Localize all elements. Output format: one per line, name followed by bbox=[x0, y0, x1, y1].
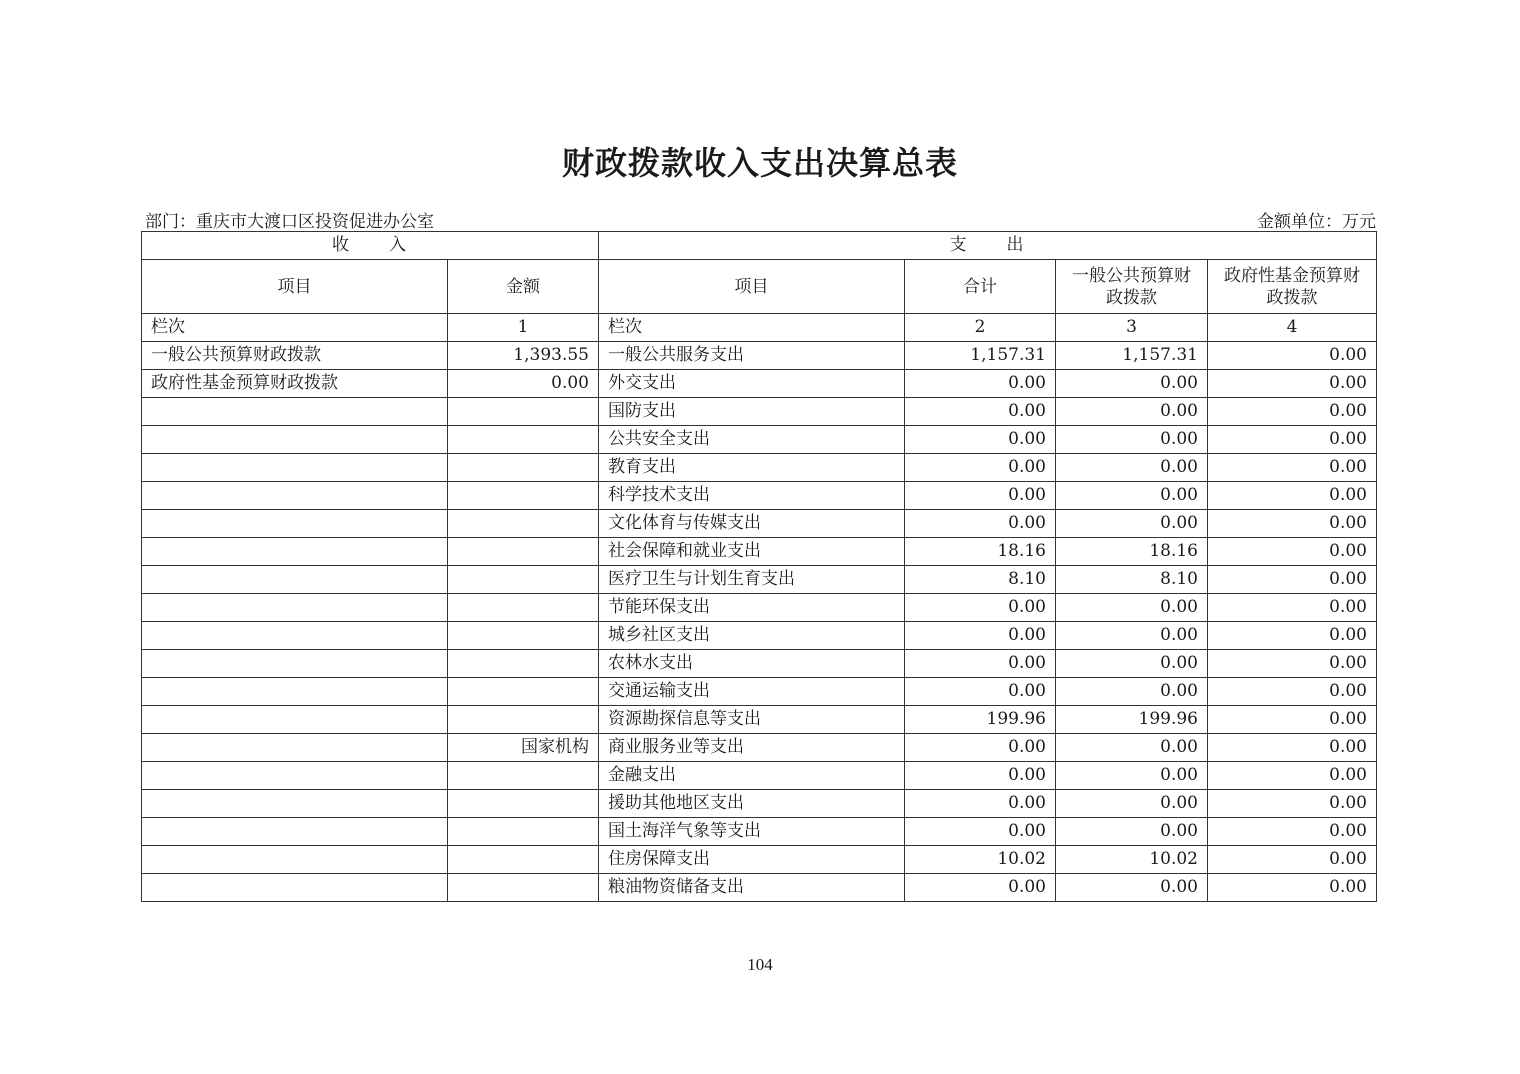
cell-income-item bbox=[142, 762, 448, 790]
cell-general-budget: 0.00 bbox=[1056, 426, 1208, 454]
cell-total: 199.96 bbox=[905, 706, 1056, 734]
cell-total: 0.00 bbox=[905, 678, 1056, 706]
cell-income-amount: 国家机构 bbox=[448, 734, 599, 762]
cell-total: 0.00 bbox=[905, 482, 1056, 510]
cell-income-amount bbox=[448, 594, 599, 622]
cell-total: 0.00 bbox=[905, 790, 1056, 818]
cell-expense-item: 社会保障和就业支出 bbox=[599, 538, 905, 566]
cell-expense-item: 节能环保支出 bbox=[599, 594, 905, 622]
table-row bbox=[142, 398, 1377, 426]
cell-total: 0.00 bbox=[905, 370, 1056, 398]
table-row bbox=[142, 482, 1377, 510]
cell-expense-item: 商业服务业等支出 bbox=[599, 734, 905, 762]
header-fund-budget: 政府性基金预算财政拨款 bbox=[1208, 260, 1377, 314]
cell-income-amount bbox=[448, 398, 599, 426]
cell-income-amount bbox=[448, 622, 599, 650]
cell-income-amount bbox=[448, 426, 599, 454]
cell-fund-budget: 0.00 bbox=[1208, 874, 1377, 902]
cell-expense-item: 医疗卫生与计划生育支出 bbox=[599, 566, 905, 594]
cell-total: 0.00 bbox=[905, 874, 1056, 902]
header-income-amount: 金额 bbox=[448, 260, 599, 314]
cell-income-item bbox=[142, 594, 448, 622]
cell-income-item bbox=[142, 622, 448, 650]
cell-general-budget: 0.00 bbox=[1056, 454, 1208, 482]
table-row bbox=[142, 510, 1377, 538]
department-label: 部门：重庆市大渡口区投资促进办公室 bbox=[145, 212, 434, 232]
cell-income-amount bbox=[448, 454, 599, 482]
cell-total: 0.00 bbox=[905, 622, 1056, 650]
cell-income-item bbox=[142, 398, 448, 426]
cell-expense-item: 农林水支出 bbox=[599, 650, 905, 678]
cell-fund-budget: 0.00 bbox=[1208, 594, 1377, 622]
cell-expense-item: 一般公共服务支出 bbox=[599, 342, 905, 370]
cell-fund-budget: 0.00 bbox=[1208, 370, 1377, 398]
group-header-row bbox=[142, 232, 1377, 260]
table-row bbox=[142, 454, 1377, 482]
cell-fund-budget: 0.00 bbox=[1208, 454, 1377, 482]
table-row bbox=[142, 678, 1377, 706]
cell-general-budget: 0.00 bbox=[1056, 734, 1208, 762]
cell-income-item bbox=[142, 650, 448, 678]
cell-income-item: 政府性基金预算财政拨款 bbox=[142, 370, 448, 398]
column-header-row bbox=[142, 260, 1377, 314]
cell-income-amount bbox=[448, 706, 599, 734]
cell-total: 0.00 bbox=[905, 734, 1056, 762]
page-number: 104 bbox=[747, 955, 773, 974]
expense-group-header: 支 出 bbox=[599, 232, 1377, 260]
fiscal-summary-table bbox=[141, 231, 1377, 902]
cell-total: 0.00 bbox=[905, 594, 1056, 622]
table-row bbox=[142, 538, 1377, 566]
cell-income-item bbox=[142, 538, 448, 566]
cell-income-item bbox=[142, 482, 448, 510]
cell-expense-item: 援助其他地区支出 bbox=[599, 790, 905, 818]
cell-general-budget: 0.00 bbox=[1056, 650, 1208, 678]
table-row bbox=[142, 874, 1377, 902]
cell-income-amount: 1,393.55 bbox=[448, 342, 599, 370]
cell-expense-item: 资源勘探信息等支出 bbox=[599, 706, 905, 734]
cell-fund-budget: 0.00 bbox=[1208, 426, 1377, 454]
cell-income-amount bbox=[448, 650, 599, 678]
cell-fund-budget: 0.00 bbox=[1208, 734, 1377, 762]
cell-expense-item: 粮油物资储备支出 bbox=[599, 874, 905, 902]
cell-income-amount bbox=[448, 790, 599, 818]
cell-expense-item: 住房保障支出 bbox=[599, 846, 905, 874]
cell-income-item bbox=[142, 818, 448, 846]
cell-fund-budget: 0.00 bbox=[1208, 538, 1377, 566]
header-total: 合计 bbox=[905, 260, 1056, 314]
cell-general-budget: 18.16 bbox=[1056, 538, 1208, 566]
header-income-item: 项目 bbox=[142, 260, 448, 314]
cell-total: 0.00 bbox=[905, 818, 1056, 846]
cell-total: 0.00 bbox=[905, 762, 1056, 790]
index-col-1: 1 bbox=[448, 314, 599, 342]
cell-general-budget: 0.00 bbox=[1056, 594, 1208, 622]
cell-total: 0.00 bbox=[905, 454, 1056, 482]
cell-general-budget: 0.00 bbox=[1056, 762, 1208, 790]
cell-fund-budget: 0.00 bbox=[1208, 342, 1377, 370]
table-row bbox=[142, 762, 1377, 790]
cell-income-amount bbox=[448, 678, 599, 706]
cell-income-item bbox=[142, 874, 448, 902]
index-label-expense: 栏次 bbox=[599, 314, 905, 342]
table-row bbox=[142, 370, 1377, 398]
table-row bbox=[142, 734, 1377, 762]
cell-general-budget: 0.00 bbox=[1056, 622, 1208, 650]
cell-total: 18.16 bbox=[905, 538, 1056, 566]
cell-income-amount bbox=[448, 762, 599, 790]
cell-general-budget: 199.96 bbox=[1056, 706, 1208, 734]
cell-total: 10.02 bbox=[905, 846, 1056, 874]
cell-total: 1,157.31 bbox=[905, 342, 1056, 370]
cell-general-budget: 0.00 bbox=[1056, 818, 1208, 846]
cell-expense-item: 公共安全支出 bbox=[599, 426, 905, 454]
cell-income-amount bbox=[448, 510, 599, 538]
cell-expense-item: 金融支出 bbox=[599, 762, 905, 790]
header-general-budget: 一般公共预算财政拨款 bbox=[1056, 260, 1208, 314]
index-col-2: 2 bbox=[905, 314, 1056, 342]
cell-income-item bbox=[142, 454, 448, 482]
cell-fund-budget: 0.00 bbox=[1208, 398, 1377, 426]
cell-fund-budget: 0.00 bbox=[1208, 790, 1377, 818]
cell-general-budget: 0.00 bbox=[1056, 398, 1208, 426]
table-row bbox=[142, 650, 1377, 678]
index-row bbox=[142, 314, 1377, 342]
table-row bbox=[142, 818, 1377, 846]
cell-total: 8.10 bbox=[905, 566, 1056, 594]
cell-fund-budget: 0.00 bbox=[1208, 510, 1377, 538]
cell-income-amount bbox=[448, 566, 599, 594]
cell-income-amount: 0.00 bbox=[448, 370, 599, 398]
cell-total: 0.00 bbox=[905, 398, 1056, 426]
cell-income-item bbox=[142, 566, 448, 594]
cell-fund-budget: 0.00 bbox=[1208, 818, 1377, 846]
cell-income-item bbox=[142, 846, 448, 874]
table-row bbox=[142, 566, 1377, 594]
unit-label: 金额单位：万元 bbox=[1257, 212, 1376, 232]
cell-income-item bbox=[142, 426, 448, 454]
cell-fund-budget: 0.00 bbox=[1208, 482, 1377, 510]
cell-fund-budget: 0.00 bbox=[1208, 566, 1377, 594]
table-row bbox=[142, 846, 1377, 874]
cell-expense-item: 国土海洋气象等支出 bbox=[599, 818, 905, 846]
cell-expense-item: 教育支出 bbox=[599, 454, 905, 482]
cell-general-budget: 0.00 bbox=[1056, 790, 1208, 818]
index-col-3: 3 bbox=[1056, 314, 1208, 342]
cell-fund-budget: 0.00 bbox=[1208, 678, 1377, 706]
income-group-header: 收 入 bbox=[142, 232, 599, 260]
cell-income-item bbox=[142, 510, 448, 538]
index-label-income: 栏次 bbox=[142, 314, 448, 342]
cell-expense-item: 国防支出 bbox=[599, 398, 905, 426]
cell-expense-item: 文化体育与传媒支出 bbox=[599, 510, 905, 538]
cell-general-budget: 10.02 bbox=[1056, 846, 1208, 874]
index-col-4: 4 bbox=[1208, 314, 1377, 342]
cell-income-item bbox=[142, 734, 448, 762]
cell-fund-budget: 0.00 bbox=[1208, 706, 1377, 734]
cell-income-item: 一般公共预算财政拨款 bbox=[142, 342, 448, 370]
cell-income-amount bbox=[448, 846, 599, 874]
cell-general-budget: 8.10 bbox=[1056, 566, 1208, 594]
cell-income-amount bbox=[448, 874, 599, 902]
table-row bbox=[142, 594, 1377, 622]
cell-fund-budget: 0.00 bbox=[1208, 846, 1377, 874]
cell-fund-budget: 0.00 bbox=[1208, 650, 1377, 678]
cell-income-amount bbox=[448, 818, 599, 846]
cell-general-budget: 0.00 bbox=[1056, 482, 1208, 510]
cell-general-budget: 0.00 bbox=[1056, 370, 1208, 398]
cell-fund-budget: 0.00 bbox=[1208, 762, 1377, 790]
table-row bbox=[142, 342, 1377, 370]
cell-total: 0.00 bbox=[905, 426, 1056, 454]
cell-income-item bbox=[142, 790, 448, 818]
cell-income-amount bbox=[448, 482, 599, 510]
cell-total: 0.00 bbox=[905, 510, 1056, 538]
cell-fund-budget: 0.00 bbox=[1208, 622, 1377, 650]
table-row bbox=[142, 790, 1377, 818]
cell-expense-item: 交通运输支出 bbox=[599, 678, 905, 706]
cell-income-item bbox=[142, 678, 448, 706]
cell-income-amount bbox=[448, 538, 599, 566]
cell-income-item bbox=[142, 706, 448, 734]
cell-general-budget: 1,157.31 bbox=[1056, 342, 1208, 370]
page-title: 财政拨款收入支出决算总表 bbox=[561, 144, 958, 182]
table-row bbox=[142, 426, 1377, 454]
table-row bbox=[142, 706, 1377, 734]
cell-general-budget: 0.00 bbox=[1056, 678, 1208, 706]
cell-expense-item: 外交支出 bbox=[599, 370, 905, 398]
cell-expense-item: 城乡社区支出 bbox=[599, 622, 905, 650]
cell-total: 0.00 bbox=[905, 650, 1056, 678]
cell-general-budget: 0.00 bbox=[1056, 874, 1208, 902]
cell-general-budget: 0.00 bbox=[1056, 510, 1208, 538]
cell-expense-item: 科学技术支出 bbox=[599, 482, 905, 510]
header-expense-item: 项目 bbox=[599, 260, 905, 314]
table-row bbox=[142, 622, 1377, 650]
